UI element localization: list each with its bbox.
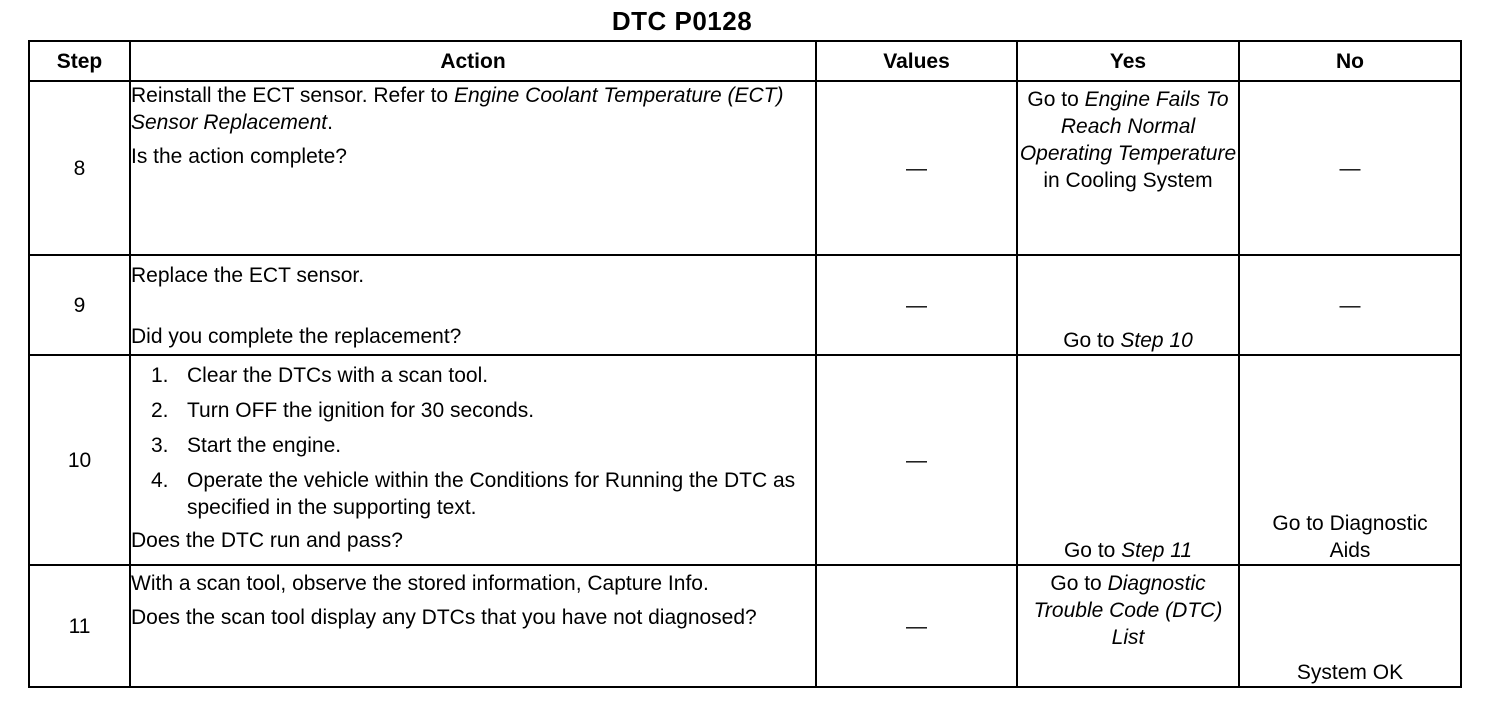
action-question: Does the DTC run and pass? (131, 529, 403, 552)
step-number: 9 (29, 255, 130, 355)
action-steps-list (131, 362, 815, 521)
values-cell: — (816, 355, 1017, 565)
header-values: Values (816, 41, 1017, 81)
action-question: Did you complete the replacement? (131, 325, 462, 348)
yes-cell (1017, 565, 1239, 687)
action-cell (130, 355, 816, 565)
action-question: Is the action complete? (131, 145, 347, 168)
yes-link[interactable]: Go to Step 10 (1063, 329, 1193, 352)
yes-cell (1017, 255, 1239, 355)
yes-link[interactable]: Go to Engine Fails To Reach Normal Operating Temperature in Cooling System (1019, 88, 1237, 192)
table-row (29, 255, 1461, 355)
document-title: DTC P0128 (611, 6, 753, 36)
no-cell (1239, 355, 1461, 565)
yes-link[interactable]: Go to Diagnostic Trouble Code (DTC) List (1033, 572, 1223, 649)
action-instruction: Reinstall the ECT sensor. Refer to Engine Coolant Temperature (ECT) Sensor Replacement. (131, 84, 784, 134)
values-cell: — (816, 565, 1017, 687)
table-row (29, 565, 1461, 687)
action-cell (130, 255, 816, 355)
table-header-row (29, 41, 1461, 81)
yes-link[interactable]: Go to Step 11 (1063, 539, 1193, 562)
no-status: System OK (1296, 661, 1404, 684)
no-cell: — (1239, 81, 1461, 255)
action-instruction: Replace the ECT sensor. (131, 264, 365, 287)
header-action: Action (130, 41, 816, 81)
no-cell: — (1239, 255, 1461, 355)
values-cell: — (816, 81, 1017, 255)
header-yes: Yes (1017, 41, 1239, 81)
no-cell (1239, 565, 1461, 687)
no-link[interactable]: Go to Diagnostic Aids (1272, 512, 1428, 562)
action-cell (130, 565, 816, 687)
action-instruction: With a scan tool, observe the stored information, Capture Info. (131, 572, 709, 595)
diagnostic-table (28, 40, 1462, 688)
action-question: Does the scan tool display any DTCs that you have not diagnosed? (131, 606, 757, 629)
values-cell: — (816, 255, 1017, 355)
step-number: 8 (29, 81, 130, 255)
step-number: 10 (29, 355, 130, 565)
yes-cell (1017, 355, 1239, 565)
list-item: 4. Operate the vehicle within the Conditions for Running the DTC as specified in the supporting text. (151, 469, 796, 519)
list-item: 3. Start the engine. (151, 434, 342, 457)
table-row (29, 355, 1461, 565)
step-number: 11 (29, 565, 130, 687)
table-row (29, 81, 1461, 255)
header-no: No (1239, 41, 1461, 81)
list-item: 2. Turn OFF the ignition for 30 seconds. (151, 399, 535, 422)
action-cell (130, 81, 816, 255)
header-step: Step (29, 41, 130, 81)
list-item: 1. Clear the DTCs with a scan tool. (151, 364, 489, 387)
yes-cell (1017, 81, 1239, 255)
